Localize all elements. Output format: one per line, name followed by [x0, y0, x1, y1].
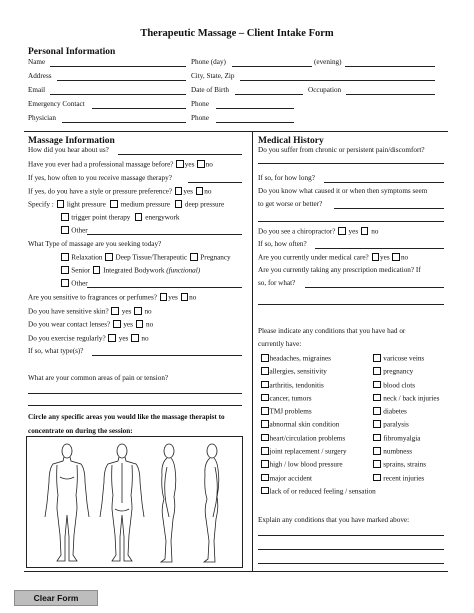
yes-label: yes [121, 307, 132, 316]
style-other-field[interactable] [87, 234, 242, 235]
condition-label: recent injuries [383, 474, 425, 483]
condition-label: diabetes [383, 407, 407, 416]
energywork-checkbox[interactable] [135, 213, 143, 221]
fragrance-label: Are you sensitive to fragrances or perfumes? [28, 293, 157, 302]
condition-item [260, 447, 376, 460]
condition-item [372, 434, 439, 447]
condition-checkbox[interactable] [261, 474, 269, 482]
phone-evening-field[interactable] [345, 66, 435, 67]
condition-label: cancer, tumors [269, 394, 312, 403]
email-field[interactable] [50, 94, 186, 95]
deep-tissue-label: Deep Tissue/Therapeutic [115, 253, 188, 262]
condition-item [372, 367, 439, 380]
condition-checkbox[interactable] [373, 354, 381, 362]
evening-label: (evening) [314, 58, 342, 66]
senior-checkbox[interactable] [61, 266, 69, 274]
medcare-no-checkbox[interactable] [392, 253, 400, 261]
integrated-label: Integrated Bodywork [103, 266, 165, 275]
style-question [28, 187, 211, 197]
condition-item [260, 354, 376, 367]
chiro-yes-checkbox[interactable] [338, 227, 346, 235]
condition-label: neck / back injuries [383, 394, 440, 403]
no-label: no [144, 307, 152, 316]
before-question [28, 160, 213, 170]
side-figure-left [161, 444, 176, 562]
yes-label: yes [184, 160, 195, 169]
body-figures[interactable] [27, 437, 242, 567]
email-label: Email [28, 86, 46, 94]
no-label: no [204, 187, 212, 196]
style-yes-checkbox[interactable] [175, 187, 183, 195]
explain-field-3[interactable] [258, 563, 444, 564]
massage-info-heading: Massage Information [28, 136, 115, 146]
emergency-phone-field[interactable] [216, 108, 294, 109]
condition-item [372, 381, 439, 394]
types-field[interactable] [92, 355, 242, 356]
condition-label: TMJ problems [269, 407, 312, 416]
body-diagram[interactable] [26, 436, 243, 568]
circle-instruction-1: Circle any specific areas you would like the massage therapist to [28, 413, 225, 421]
type-other-row [60, 279, 88, 289]
dob-label: Date of Birth [191, 86, 229, 94]
lenses-no-checkbox[interactable] [136, 320, 144, 328]
light-label: light pressure [66, 200, 106, 209]
condition-label: headaches, migraines [269, 354, 331, 363]
before-label: Have you ever had a professional massage before? [28, 160, 174, 169]
condition-item [260, 434, 376, 447]
clear-form-button[interactable]: Clear Form [14, 590, 98, 606]
personal-info-heading: Personal Information [28, 47, 116, 57]
no-label: no [141, 334, 149, 343]
fragrance-no-checkbox[interactable] [181, 293, 189, 301]
page-title: Therapeutic Massage – Client Intake Form [140, 28, 334, 39]
condition-label: heart/circulation problems [269, 434, 346, 443]
pain-field-1[interactable] [28, 393, 242, 394]
rx-field-1[interactable] [305, 287, 444, 288]
condition-checkbox[interactable] [373, 447, 381, 455]
trigger-row [60, 213, 179, 223]
yes-label: yes [123, 320, 133, 329]
howoften-field[interactable] [315, 248, 444, 249]
medcare-yes-checkbox[interactable] [372, 253, 380, 261]
no-label: no [189, 293, 197, 302]
chiro-question [258, 227, 378, 237]
condition-label: varicose veins [383, 354, 425, 363]
type-label: What Type of massage are you seeking today? [28, 240, 162, 248]
emergency-label: Emergency Contact [28, 100, 85, 108]
emergency-field[interactable] [92, 108, 186, 109]
pregnancy-massage-checkbox[interactable] [190, 253, 198, 261]
cause-field-2[interactable] [258, 221, 444, 222]
lenses-yes-checkbox[interactable] [113, 320, 121, 328]
specify-label: Specify : [28, 200, 54, 209]
condition-checkbox[interactable] [373, 460, 381, 468]
before-yes-checkbox[interactable] [176, 160, 184, 168]
cause-field-1[interactable] [334, 208, 444, 209]
conditions-right-list [372, 354, 439, 487]
condition-label: arthritis, tendonitis [269, 381, 324, 390]
physician-phone-field[interactable] [216, 122, 294, 123]
often-field[interactable] [188, 182, 242, 183]
deep-tissue-checkbox[interactable] [105, 253, 113, 261]
type-other-checkbox[interactable] [61, 279, 69, 287]
no-label: no [205, 160, 213, 169]
type-row-2 [60, 266, 200, 276]
integrated-checkbox[interactable] [93, 266, 101, 274]
style-other-row [60, 226, 88, 236]
front-figure [45, 444, 89, 561]
hear-field[interactable] [118, 154, 242, 155]
exercise-label: Do you exercise regularly? [28, 334, 106, 343]
condition-checkbox[interactable] [261, 487, 269, 495]
condition-item [372, 407, 439, 420]
section-divider-bottom [24, 571, 448, 572]
back-figure [100, 444, 144, 561]
address-field[interactable] [57, 80, 186, 81]
howlong-field[interactable] [324, 182, 444, 183]
column-divider [252, 131, 253, 571]
explain-label: Explain any conditions that you have marked above: [258, 516, 410, 524]
occupation-field[interactable] [346, 94, 435, 95]
pain-field-2[interactable] [28, 405, 242, 406]
style-other-checkbox[interactable] [61, 226, 69, 234]
yes-label: yes [348, 227, 359, 236]
address-label: Address [28, 72, 52, 80]
physician-field[interactable] [62, 122, 186, 123]
physician-label: Physician [28, 114, 56, 122]
senior-label: Senior [71, 266, 91, 275]
exercise-yes-checkbox[interactable] [108, 334, 116, 342]
phone-day-label: Phone (day) [191, 58, 226, 66]
type-row-1 [60, 253, 231, 263]
condition-item [372, 447, 439, 460]
condition-checkbox[interactable] [261, 447, 269, 455]
condition-label: high / low blood pressure [269, 460, 343, 469]
cause-label-1: Do you know what caused it or when then symptoms seem [258, 187, 428, 195]
chronic-label: Do you suffer from chronic or persistent pain/discomfort? [258, 146, 425, 154]
condition-label: abnormal skin condition [269, 420, 340, 429]
hear-label: How did you hear about us? [28, 146, 109, 154]
condition-item [372, 354, 439, 367]
condition-label: joint replacement / surgery [269, 447, 347, 456]
deep-label: deep pressure [184, 200, 225, 209]
section-divider-top [24, 131, 448, 132]
emergency-phone-label: Phone [191, 100, 209, 108]
yes-label: yes [168, 293, 178, 302]
condition-item [260, 420, 376, 433]
types-label: If so, what type(s)? [28, 347, 84, 355]
relaxation-label: Relaxation [71, 253, 103, 262]
name-label: Name [28, 58, 46, 66]
skin-yes-checkbox[interactable] [111, 307, 119, 315]
condition-checkbox[interactable] [373, 381, 381, 389]
condition-item [260, 381, 376, 394]
condition-checkbox[interactable] [261, 434, 269, 442]
lenses-question [28, 320, 153, 330]
style-no-checkbox[interactable] [196, 187, 204, 195]
yes-label: yes [380, 253, 390, 262]
before-no-checkbox[interactable] [197, 160, 205, 168]
condition-item [260, 394, 376, 407]
skin-question [28, 307, 152, 317]
condition-item [260, 487, 376, 500]
condition-item [260, 367, 376, 380]
condition-label: blood clots [383, 381, 416, 390]
exercise-no-checkbox[interactable] [131, 334, 139, 342]
condition-checkbox[interactable] [261, 381, 269, 389]
condition-label: fibromyalgia [383, 434, 421, 443]
chiro-label: Do you see a chiropractor? [258, 227, 336, 236]
pregnancy-massage-label: Pregnancy [200, 253, 231, 262]
condition-label: major accident [269, 474, 313, 483]
medium-checkbox[interactable] [110, 200, 118, 208]
relaxation-checkbox[interactable] [61, 253, 69, 261]
condition-item [372, 394, 439, 407]
chronic-field[interactable] [258, 163, 444, 164]
style-label: If yes, do you have a style or pressure preference? [28, 187, 173, 196]
explain-field-1[interactable] [258, 535, 444, 536]
condition-label: numbness [383, 447, 413, 456]
condition-checkbox[interactable] [373, 474, 381, 482]
energywork-label: energywork [145, 213, 180, 222]
no-label: no [400, 253, 409, 262]
howlong-label: If so, for how long? [258, 174, 315, 182]
cause-label-2: to get worse or better? [258, 200, 323, 208]
condition-label: lack of or reduced feeling / sensation [269, 487, 376, 496]
condition-label: paralysis [383, 420, 409, 429]
condition-checkbox[interactable] [373, 420, 381, 428]
rx-label: Are you currently taking any prescription medication? If [258, 266, 421, 274]
indicate-label-1: Please indicate any conditions that you have had or [258, 327, 406, 335]
fragrance-question [28, 293, 196, 303]
condition-item [372, 460, 439, 473]
skin-label: Do you have sensitive skin? [28, 307, 109, 316]
skin-no-checkbox[interactable] [134, 307, 142, 315]
condition-item [260, 407, 376, 420]
rx-label-2: so, for what? [258, 279, 296, 287]
functional-label: (functional) [166, 266, 201, 275]
trigger-label: trigger point therapy [71, 213, 131, 222]
dob-field[interactable] [235, 94, 303, 95]
specify-row [28, 200, 224, 210]
condition-item [260, 474, 376, 487]
medium-label: medium pressure [120, 200, 170, 209]
condition-item [372, 420, 439, 433]
no-label: no [146, 320, 154, 329]
howoften-label: If so, how often? [258, 240, 307, 248]
yes-label: yes [118, 334, 129, 343]
condition-checkbox[interactable] [261, 460, 269, 468]
circle-instruction-2: concentrate on during the session: [28, 427, 133, 435]
medcare-question [258, 253, 408, 263]
condition-label: pregnancy [383, 367, 414, 376]
condition-checkbox[interactable] [373, 434, 381, 442]
type-other-field[interactable] [87, 287, 242, 288]
side-figure-right [204, 444, 219, 562]
physician-phone-label: Phone [191, 114, 209, 122]
fragrance-yes-checkbox[interactable] [160, 293, 168, 301]
condition-checkbox[interactable] [261, 407, 269, 415]
lenses-label: Do you wear contact lenses? [28, 320, 111, 329]
rx-field-2[interactable] [258, 304, 444, 305]
city-field[interactable] [240, 80, 435, 81]
trigger-checkbox[interactable] [61, 213, 69, 221]
condition-checkbox[interactable] [261, 420, 269, 428]
name-field[interactable] [50, 66, 186, 67]
light-checkbox[interactable] [57, 200, 65, 208]
city-label: City, State, Zip [191, 72, 235, 80]
medical-history-heading: Medical History [258, 136, 324, 146]
often-label: If yes, how often to you receive massage therapy? [28, 174, 172, 182]
medcare-label: Are you currently under medical care? [258, 253, 369, 262]
deep-checkbox[interactable] [175, 200, 183, 208]
condition-label: sprains, strains [383, 460, 427, 469]
condition-checkbox[interactable] [261, 394, 269, 402]
type-other-label: Other [71, 279, 88, 288]
condition-checkbox[interactable] [261, 367, 269, 375]
yes-label: yes [183, 187, 193, 196]
condition-item [260, 460, 376, 473]
style-other-label: Other [71, 226, 88, 235]
occupation-label: Occupation [308, 86, 342, 94]
explain-field-2[interactable] [258, 549, 444, 550]
indicate-label-2: currently have: [258, 340, 302, 348]
condition-checkbox[interactable] [373, 367, 381, 375]
exercise-question [28, 334, 149, 344]
condition-checkbox[interactable] [373, 394, 381, 402]
pain-label: What are your common areas of pain or tension? [28, 374, 169, 382]
phone-day-field[interactable] [232, 66, 312, 67]
condition-checkbox[interactable] [261, 354, 269, 362]
condition-checkbox[interactable] [373, 407, 381, 415]
chiro-no-checkbox[interactable] [361, 227, 369, 235]
condition-label: allergies, sensitivity [269, 367, 327, 376]
conditions-left-list [260, 354, 376, 500]
no-label: no [371, 227, 379, 236]
condition-item [372, 474, 439, 487]
